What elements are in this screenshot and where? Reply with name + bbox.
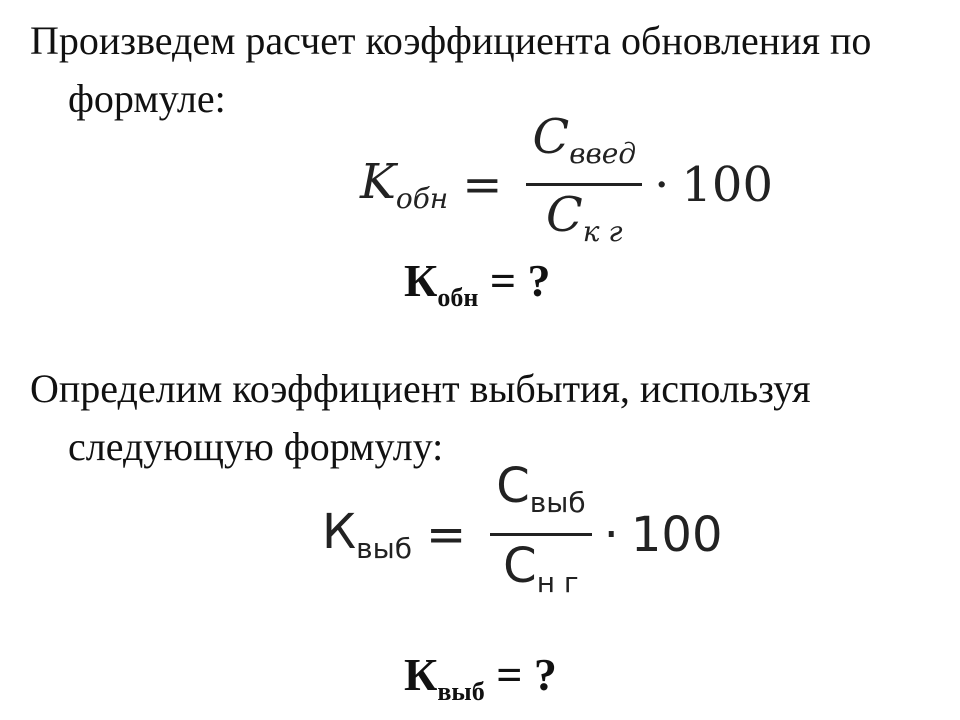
formula-symbol: C [532,109,570,165]
formula-symbol: С [496,458,530,514]
question-subscript: обн [437,283,479,312]
multiply-dot: · [654,156,670,213]
multiplier: 100 [681,156,774,213]
numerator [490,456,591,533]
multiplier: 100 [630,506,723,563]
formula-symbol: С [503,538,537,594]
multiply-dot: · [603,506,619,563]
question-tail: = ? [478,255,551,306]
question-tail: = ? [484,649,557,700]
retirement-coefficient-question [404,648,557,707]
formula-lhs [360,154,448,215]
retirement-coefficient-formula [322,456,722,613]
formula-subscript: выб [356,532,412,565]
formula-subscript: обн [395,182,449,215]
update-coefficient-question [404,254,551,313]
numerator [526,108,642,183]
instruction-text-update: Произведем расчет коэффициента обновления по формуле: [30,18,872,121]
formula-subscript: к г [582,215,623,248]
equals-sign: = [425,506,467,563]
fraction [490,456,591,613]
formula-symbol: K [360,154,396,210]
formula-subscript: введ [569,137,637,170]
question-symbol: К [404,649,438,700]
formula-subscript: н г [536,566,579,599]
question-symbol: К [404,255,438,306]
denominator [497,536,584,613]
formula-symbol: C [546,187,583,243]
fraction [526,108,642,261]
formula-subscript: выб [529,486,586,519]
instruction-text-retirement: Определим коэффициент выбытия, используя следующую формулу: [30,366,811,469]
denominator [540,186,629,261]
formula-lhs [322,504,412,565]
question-subscript: выб [437,677,485,706]
update-coefficient-formula [360,108,773,261]
equals-sign: = [462,156,503,213]
formula-symbol: К [322,504,357,560]
